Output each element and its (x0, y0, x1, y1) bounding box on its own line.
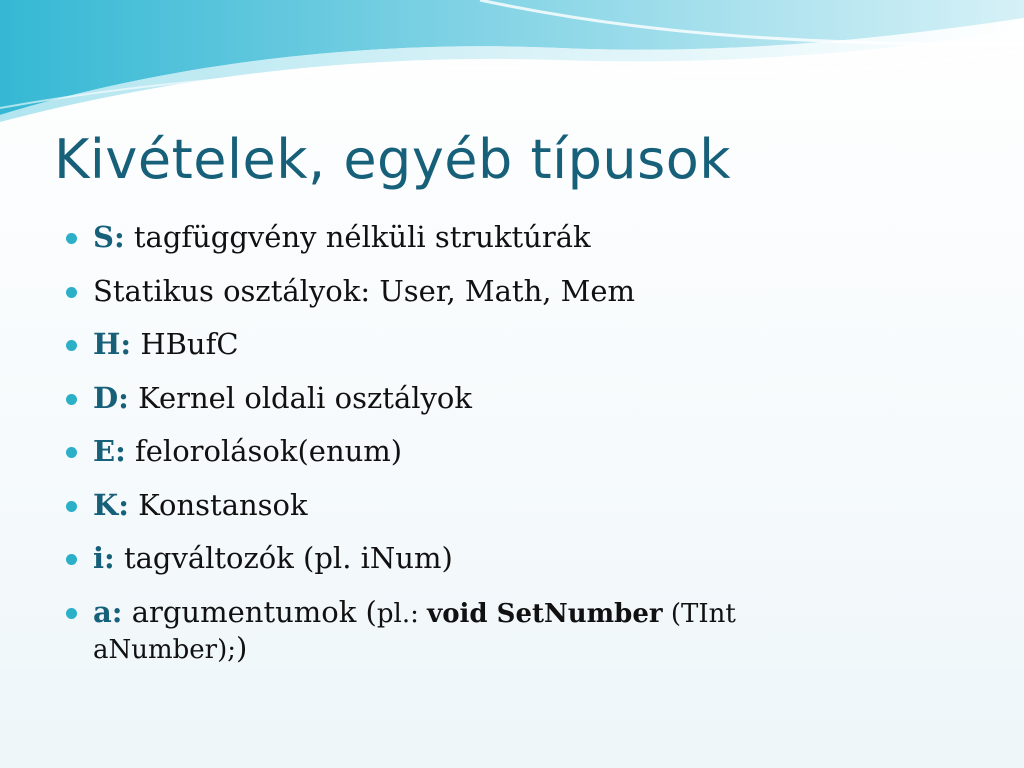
bullet-item (66, 220, 826, 254)
bullet-item (66, 434, 826, 468)
bullet-list (66, 220, 826, 686)
bullet-dot-icon (66, 287, 77, 298)
bullet-item (66, 595, 826, 667)
bullet-item (66, 327, 826, 361)
bullet-key: H: (93, 327, 132, 361)
bullet-text: felorolások(enum) (125, 434, 403, 468)
slide-title: Kivételek, egyéb típusok (54, 128, 732, 191)
bullet-item (66, 488, 826, 522)
bullet-dot-icon (66, 501, 77, 512)
bullet-text: tagfüggvény nélküli struktúrák (124, 220, 591, 254)
bullet-item (66, 274, 826, 308)
bullet-dot-icon (66, 447, 77, 458)
bullet-dot-icon (66, 608, 77, 619)
bullet-key: D: (93, 380, 129, 415)
bullet-close-paren: ) (236, 630, 248, 665)
bullet-text: tagváltozók (pl. iNum) (114, 541, 453, 575)
example-prefix: pl.: (376, 598, 428, 629)
bullet-text: argumentumok ( (122, 594, 377, 629)
bullet-key: E: (93, 434, 126, 468)
bullet-text: Kernel oldali osztályok (128, 380, 472, 415)
example-code: void SetNumber (427, 598, 663, 629)
bullet-dot-icon (66, 340, 77, 351)
bullet-item (66, 541, 826, 575)
bullet-key: a: (93, 594, 123, 629)
bullet-text: HBufC (131, 327, 239, 361)
bullet-text: Statikus osztályok: User, Math, Mem (93, 273, 636, 308)
bullet-key: K: (93, 487, 129, 522)
bullet-dot-icon (66, 554, 77, 565)
bullet-text: Konstansok (128, 487, 308, 522)
bullet-dot-icon (66, 233, 77, 244)
bullet-dot-icon (66, 394, 77, 405)
bullet-key: i: (93, 541, 115, 575)
bullet-key: S: (93, 220, 125, 254)
example-rest: (TInt aNumber); (93, 598, 736, 665)
header-wave-decoration (0, 0, 1024, 130)
bullet-item (66, 381, 826, 415)
